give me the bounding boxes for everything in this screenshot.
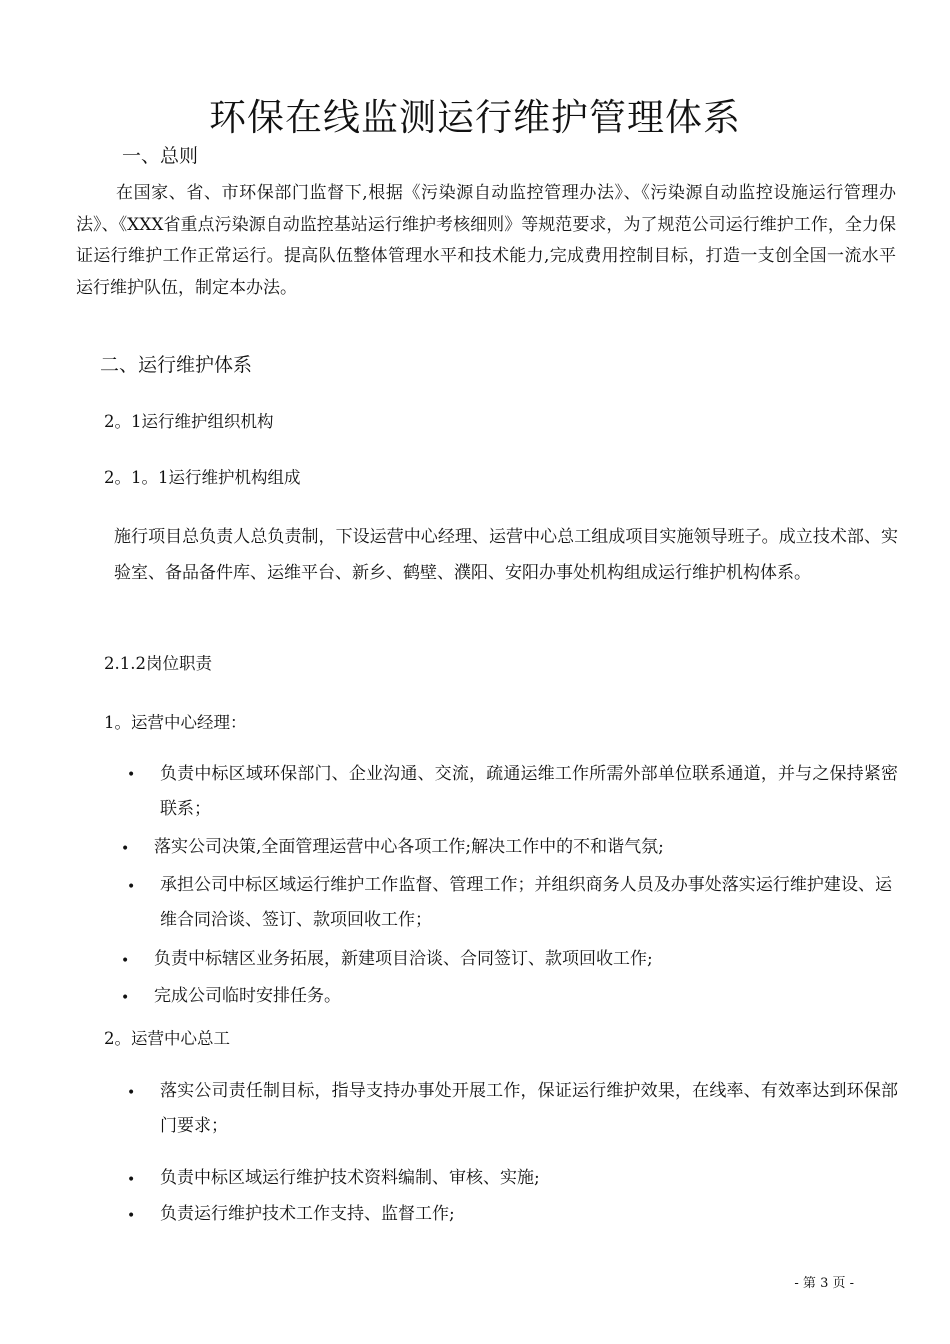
bullet-icon: • — [127, 879, 136, 895]
role-heading-manager: 1。运营中心经理： — [104, 713, 247, 732]
subheading-2-1-1: 2。1。1运行维护机构组成 — [104, 468, 301, 487]
list-item: 落实公司责任制目标，指导支持办事处开展工作，保证运行维护效果，在线率、有效率达到环保部门要求； — [160, 1081, 898, 1136]
bullet-icon: • — [127, 1208, 136, 1224]
bullet-icon: • — [127, 1085, 136, 1101]
list-item: 负责中标区域运行维护技术资料编制、审核、实施; — [160, 1168, 540, 1188]
section-heading-system: 二、运行维护体系 — [100, 354, 253, 376]
list-item: 负责中标辖区业务拓展，新建项目洽谈、合同签订、款项回收工作; — [154, 949, 653, 969]
bullet-icon: • — [121, 841, 130, 857]
list-item: 承担公司中标区域运行维护工作监督、管理工作；并组织商务人员及办事处落实运行维护建设、运维合同洽谈、签订、款项回收工作； — [160, 875, 892, 930]
list-item: 落实公司决策,全面管理运营中心各项工作;解决工作中的不和谐气氛; — [154, 837, 664, 857]
list-item: 负责中标区域环保部门、企业沟通、交流，疏通运维工作所需外部单位联系通道，并与之保持紧密联系； — [160, 764, 898, 819]
page-number: - 第 3 页 - — [794, 1276, 854, 1291]
list-item: 负责运行维护技术工作支持、监督工作; — [160, 1204, 455, 1224]
general-paragraph: 在国家、省、市环保部门监督下,根据《污染源自动监控管理办法》、《污染源自动监控设施运行管理办法》、《XXX省重点污染源自动监控基站运行维护考核细则》等规范要求，为了规范公司运行维护工作，全力保证运行维护工作正常运行。提高队伍整体管理水平和技术能力,完成费用控制目标，打造一支创全国一流水平运行维护队伍，制定本办法。 — [76, 183, 896, 298]
subheading-2-1-2: 2.1.2岗位职责 — [104, 654, 212, 673]
bullet-icon: • — [127, 767, 136, 783]
section-heading-general: 一、总则 — [122, 145, 199, 167]
document-title: 环保在线监测运行维护管理体系 — [209, 96, 741, 139]
organization-paragraph: 施行项目总负责人总负责制，下设运营中心经理、运营中心总工组成项目实施领导班子。成立技术部、实验室、备品备件库、运维平台、新乡、鹤壁、濮阳、安阳办事处机构组成运行维护机构体系。 — [114, 527, 898, 583]
bullet-icon: • — [121, 953, 130, 969]
list-item: 完成公司临时安排任务。 — [154, 986, 341, 1006]
bullet-icon: • — [121, 990, 130, 1006]
bullet-icon: • — [127, 1172, 136, 1188]
role-heading-chief-engineer: 2。运营中心总工 — [104, 1029, 230, 1048]
subheading-2-1: 2。1运行维护组织机构 — [104, 412, 274, 431]
